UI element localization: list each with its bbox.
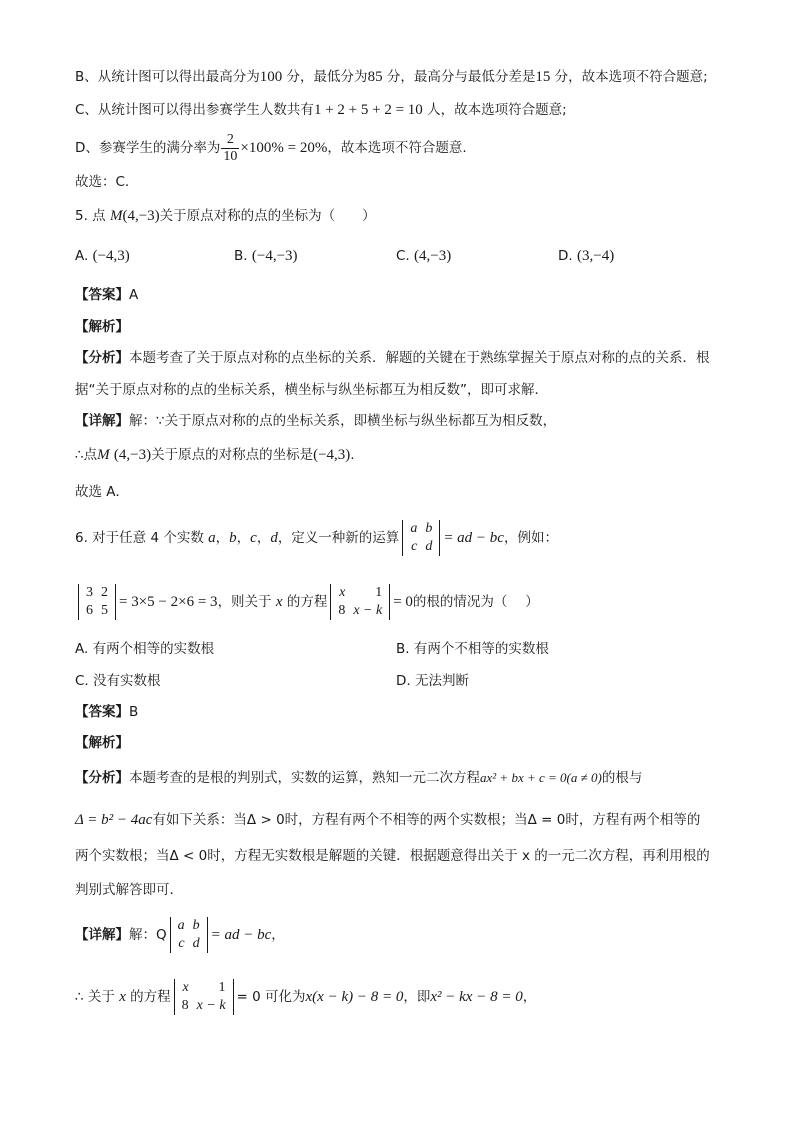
q5-fenxi-line-1 (75, 348, 710, 368)
answer-tag: 【答案】 (75, 287, 129, 303)
option-text: 有两个不相等的实数根 (413, 641, 549, 657)
variable: x (275, 594, 283, 610)
math-expression: = ad − bc (210, 927, 272, 943)
text: 6. 对于任意 4 个实数 (75, 530, 204, 546)
q5-option-b (234, 246, 298, 266)
text: 两个实数根；当Δ < 0时，方程无实数根是解题的关键．根据题意得出关于 x 的一元二次方程，再利用根的 (75, 848, 710, 864)
q6-fenxi-line-4 (75, 880, 183, 900)
text: 的方程 (130, 989, 171, 1005)
option-letter: C. (396, 248, 410, 264)
q6-answer (75, 702, 138, 722)
text: 判别式解答即可． (75, 882, 183, 898)
determinant-equation (330, 584, 390, 620)
text: 有如下关系：当Δ > 0时，方程有两个不相等的两个实数根；当Δ = 0时，方程有两个相等的 (152, 812, 701, 828)
coordinate: (4,−3) (122, 208, 160, 224)
det-entry: 2 (101, 585, 108, 600)
text: 据“关于原点对称的点的坐标关系，横坐标与纵坐标都互为相反数”，即可求解． (75, 382, 548, 398)
answer-value: B (129, 704, 139, 720)
q6-analysis-tag (75, 733, 129, 753)
option-text: 无法判断 (414, 673, 469, 689)
text: 的根与 (601, 770, 643, 786)
text: 解：∵关于原点对称的点的坐标关系，即横坐标与纵坐标都互为相反数， (129, 413, 557, 429)
text: ，故本选项不符合题意. (327, 140, 467, 156)
det-entry: b (192, 918, 200, 933)
analysis-tag: 【解析】 (75, 319, 129, 335)
determinant-abcd (170, 917, 208, 953)
option-value: (−4,−3) (251, 248, 298, 264)
det-entry: 3 (86, 585, 93, 600)
det-entry: a (410, 521, 418, 536)
q6-stem-line-1: 6. 对于任意 4 个实数 a，b，c，d，定义一种新的运算 a b c d = ad − bc，例如： (75, 521, 558, 554)
math-expression: ax² + bx + c = 0(a ≠ 0) (480, 770, 602, 785)
det-entry: b (425, 521, 433, 536)
q5-option-a (75, 246, 130, 266)
det-entry: 1 (218, 980, 226, 995)
determinant-equation (174, 979, 234, 1015)
det-entry: x − k (353, 603, 383, 618)
option-text: 没有实数根 (93, 673, 161, 689)
q5-xiangjie-line-1 (75, 411, 556, 431)
text: = 0 可化为 (236, 989, 306, 1005)
variable: x (119, 989, 126, 1005)
q6-xiangjie-line-1 (75, 913, 285, 957)
text: 关于原点的对称点的坐标是 (151, 447, 314, 463)
text: 解：Q (129, 927, 167, 943)
xiangjie-tag: 【详解】 (75, 413, 129, 429)
text: ，即 (403, 989, 431, 1005)
text: 的根的情况为（ ） (412, 594, 539, 610)
text: 故选：C. (75, 174, 130, 190)
math-expression: = ad − bc (443, 530, 504, 546)
xiangjie-tag: 【详解】 (75, 927, 129, 943)
text: 的方程 (286, 594, 328, 610)
numerator: 2 (221, 132, 239, 149)
q6-fenxi-line-2 (75, 810, 700, 830)
q6-option-a (75, 639, 214, 659)
math-expression: 1 + 2 + 5 + 2 = 10 (313, 102, 423, 118)
math-expression: ×100% = 20% (240, 140, 328, 156)
option-letter: D. (558, 248, 573, 264)
variable: c (250, 530, 257, 546)
text: . (350, 447, 355, 463)
math-expression: = 3×5 − 2×6 = 3 (119, 594, 218, 610)
coordinate: (4,−3) (113, 447, 152, 463)
q5-option-c (396, 246, 451, 266)
det-entry: c (411, 539, 418, 554)
q6-stem-line-2 (75, 580, 539, 624)
option-letter: D. (396, 673, 411, 689)
q5-choice (75, 482, 129, 502)
determinant-example (78, 584, 116, 620)
value: 100 (259, 69, 283, 85)
q6-option-d (396, 671, 469, 691)
q4-choice (75, 172, 129, 192)
analysis-tag: 【解析】 (75, 735, 129, 751)
q5-stem (75, 206, 376, 226)
value: 15 (535, 69, 551, 85)
det-entry: c (178, 936, 185, 951)
det-entry: 5 (101, 603, 108, 618)
math-expression: Δ = b² − 4ac (75, 812, 153, 828)
text: 分，最低分为 (282, 69, 368, 85)
variable: a (208, 530, 216, 546)
det-entry: x (339, 585, 346, 600)
text: 关于原点对称的点的坐标为（ ） (159, 208, 376, 224)
determinant-abcd (402, 520, 440, 556)
q5-analysis-tag (75, 317, 129, 337)
text: D、参赛学生的满分率为 (75, 140, 221, 156)
answer-tag: 【答案】 (75, 704, 129, 720)
option-value: (−4,3) (92, 248, 130, 264)
q5-option-d (558, 246, 614, 266)
det-entry: 6 (86, 603, 93, 618)
value: 85 (367, 69, 383, 85)
det-entry: x − k (196, 998, 226, 1013)
variable: b (229, 530, 237, 546)
math-expression: x² − kx − 8 = 0 (430, 989, 523, 1005)
option-letter: B. (234, 248, 248, 264)
text: 分，最高分与最低分差是 (382, 69, 536, 85)
fraction (221, 132, 239, 165)
point-label: M (97, 447, 110, 463)
text: 分，故本选项不符合题意; (550, 69, 708, 85)
q5-answer (75, 285, 138, 305)
coordinate: (−4,3) (313, 447, 351, 463)
text: B、从统计图可以得出最高分为 (75, 69, 260, 85)
q6-fenxi-line-3 (75, 846, 710, 866)
option-letter: A. (75, 248, 89, 264)
option-letter: B. (396, 641, 410, 657)
q6-fenxi-line-1 (75, 768, 642, 788)
option-text: 有两个相等的实数根 (92, 641, 215, 657)
answer-value: A (129, 287, 139, 303)
text: C、从统计图可以得出参赛学生人数共有 (75, 102, 314, 118)
math-expression: x(x − k) − 8 = 0 (305, 989, 404, 1005)
text: ，则关于 (217, 594, 272, 610)
denominator: 10 (223, 148, 238, 164)
det-entry: x (182, 980, 189, 995)
text: ∴ 关于 (75, 989, 115, 1005)
det-entry: d (192, 936, 200, 951)
option-letter: A. (75, 641, 89, 657)
option-value: (4,−3) (414, 248, 452, 264)
option-value: (3,−4) (576, 248, 615, 264)
fenxi-tag: 【分析】 (75, 770, 129, 786)
q6-xiangjie-line-2 (75, 975, 536, 1019)
q5-xiangjie-line-2 (75, 445, 355, 465)
fenxi-tag: 【分析】 (75, 350, 129, 366)
text: 5. 点 (75, 208, 106, 224)
text: ，例如： (503, 530, 558, 546)
point-label: M (109, 208, 123, 224)
text: ∴点 (75, 447, 98, 463)
text: ，定义一种新的运算 (277, 530, 400, 546)
text: ， (271, 927, 285, 943)
option-b-explanation (75, 67, 708, 87)
det-entry: 8 (181, 998, 189, 1013)
det-entry: 1 (375, 585, 383, 600)
text: 本题考查了关于原点对称的点坐标的关系．解题的关键在于熟练掌握关于原点对称的点的关系．根 (129, 350, 710, 366)
text: 人，故本选项符合题意; (422, 102, 567, 118)
det-entry: a (177, 918, 185, 933)
option-c-explanation (75, 100, 567, 120)
q5-fenxi-line-2 (75, 380, 548, 400)
text: 故选 A． (75, 484, 130, 500)
det-entry: d (425, 539, 433, 554)
q6-option-c (75, 671, 161, 691)
text: ， (522, 989, 537, 1005)
variable: d (270, 530, 278, 546)
option-letter: C. (75, 673, 89, 689)
text: 本题考查的是根的判别式，实数的运算，熟知一元二次方程 (129, 770, 480, 786)
q6-option-b (396, 639, 549, 659)
option-d-explanation (75, 130, 467, 166)
det-entry: 8 (338, 603, 346, 618)
math-expression: = 0 (393, 594, 413, 610)
